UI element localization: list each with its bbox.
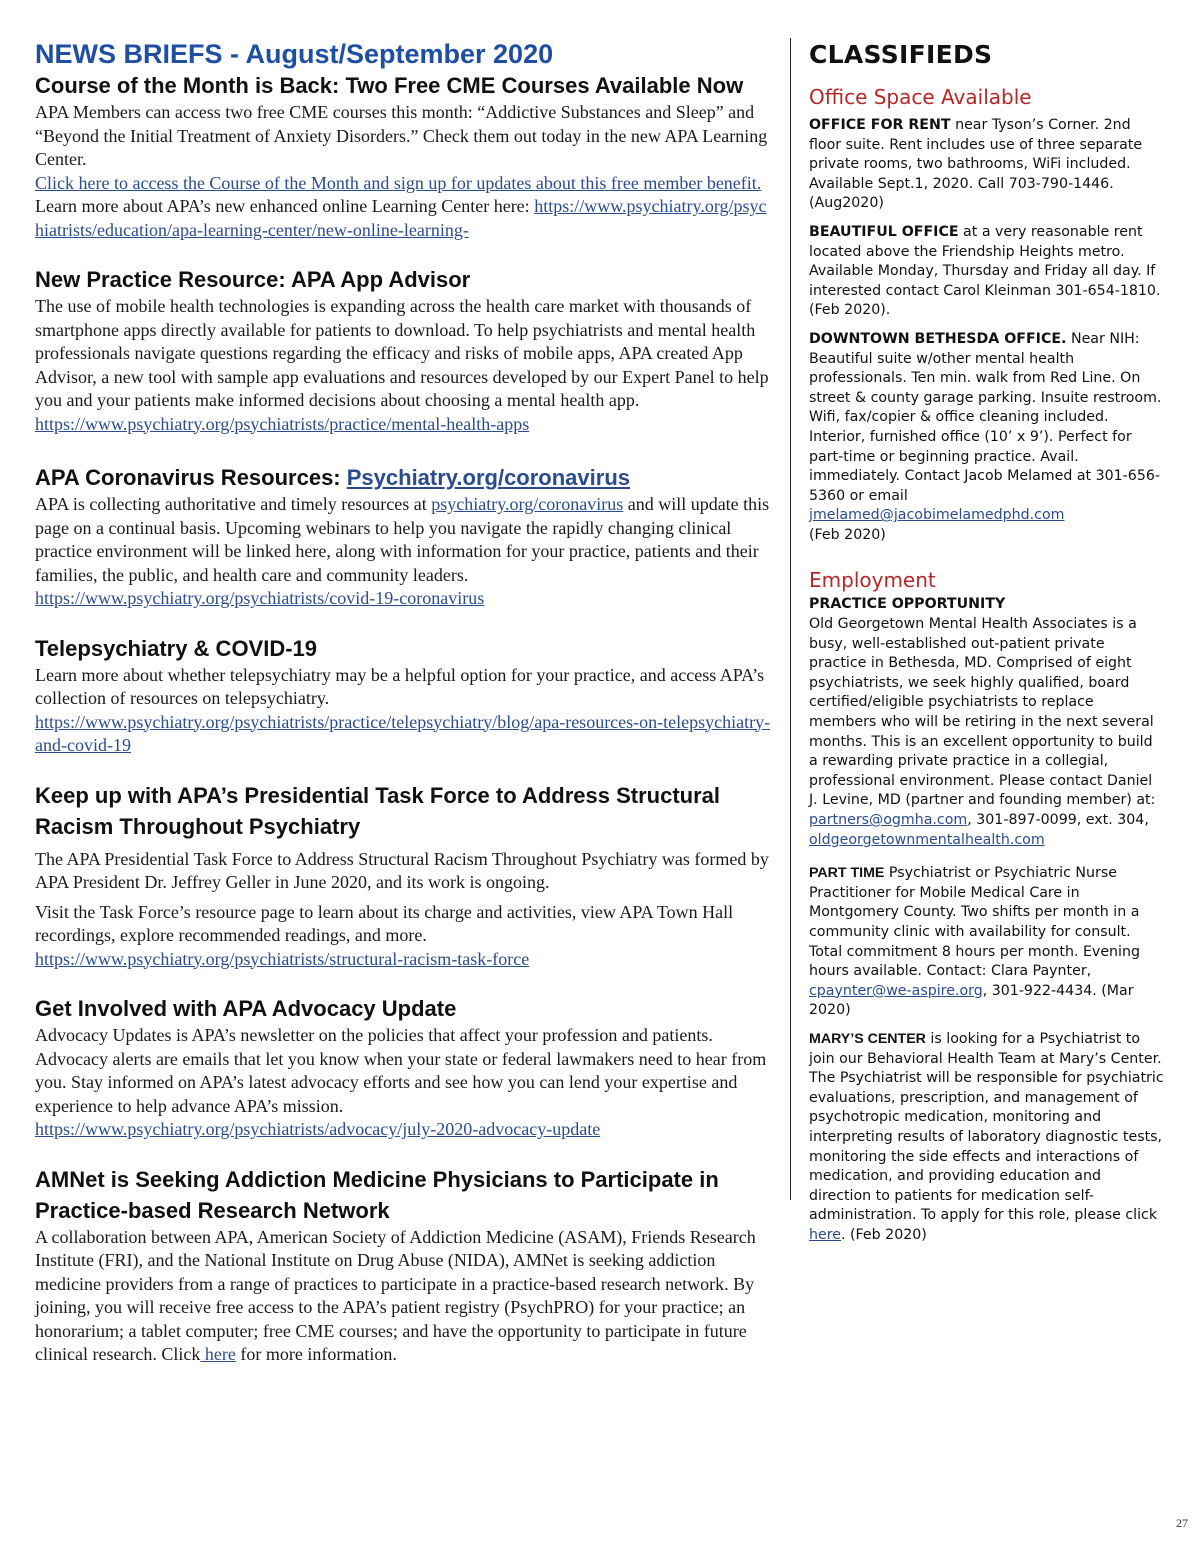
article-body-2: Visit the Task Force’s resource page to learn about its charge and activities, view APA Town Hall recordings, explore recommended readings, and more. [35, 901, 734, 945]
ad-text: near Tyson’s Corner. 2nd floor suite. Rent includes use of three separate private rooms, two bathrooms, WiFi included. Available Sept.1, 2020. Call 703-790-1446. (Aug2020) [809, 117, 1143, 212]
ad-text: Psychiatrist or Psychiatric Nurse Practitioner for Mobile Medical Care in Montgomery County. Two shifts per month in a community clinic with availability for consult. Total commitment 8 hours per month. Evening hours available. Contact: Clara Paynter, [809, 865, 1140, 980]
office-space-heading: Office Space Available [809, 85, 1032, 109]
article-title-text: APA Coronavirus Resources: [35, 465, 347, 490]
article-title [35, 462, 775, 493]
article-title: Keep up with APA’s Presidential Task Force to Address Structural Racism Throughout Psychiatry [35, 782, 721, 839]
app-advisor-link[interactable]: https://www.psychiatry.org/psychiatrists/practice/mental-health-apps [35, 413, 530, 434]
ad-lead: BEAUTIFUL OFFICE [809, 223, 959, 240]
article-body [35, 493, 775, 587]
ad-heading: PRACTICE OPPORTUNITY [809, 596, 1006, 613]
task-force-link[interactable]: https://www.psychiatry.org/psychiatrists/structural-racism-task-force [35, 948, 530, 969]
ad-tail: , 301-922-4434. (Mar 2020) [809, 982, 1134, 1019]
article-body-post: and will update this page on a continual basis. Upcoming webinars to help you navigate the rapidly changing clinical practice environment will be linked here, along with information for your practice, patients and their families, the public, and health care and community leaders. [35, 494, 770, 585]
ad-part-time [809, 864, 1164, 1021]
article-title: AMNet is Seeking Addiction Medicine Physicians to Participate in Practice-based Research Network [35, 1166, 719, 1223]
article-body: The use of mobile health technologies is expanding across the health care market with thousands of smartphone apps directly available for patients to download. To help psychiatrists and mental health professionals navigate questions regarding the efficacy and risks of mobile apps, APA created App Advisor, a new tool with sample app evaluations and resources developed by our Expert Panel to help you and your patients make informed decisions about choosing a mental health app. [35, 296, 769, 410]
article-course-of-month [35, 70, 775, 242]
article-telepsychiatry [35, 633, 775, 758]
website-link[interactable]: oldgeorgetownmentalhealth.com [809, 831, 1045, 848]
telepsychiatry-link[interactable]: https://www.psychiatry.org/psychiatrists/practice/telepsychiatry/blog/apa-resources-on-telepsychiatry-and-covid-19 [35, 711, 771, 755]
news-masthead: NEWS BRIEFS - August/September 2020 [35, 39, 554, 69]
article-title: New Practice Resource: APA App Advisor [35, 267, 471, 292]
course-link[interactable]: Click here to access the Course of the Month and sign up for updates about this free member benefit. [35, 172, 762, 193]
learning-center-link[interactable]: https://www.psychiatry.org/psychiatrists/education/apa-learning-center/new-online-learning- [35, 196, 767, 240]
covid-resources-link[interactable]: https://www.psychiatry.org/psychiatrists/covid-19-coronavirus [35, 588, 485, 608]
article-title: Telepsychiatry & COVID-19 [35, 635, 318, 661]
article-body-post: for more information. [235, 1344, 397, 1364]
ad-tail: (Feb 2020) [809, 526, 886, 543]
ad-text: at a very reasonable rent located above the Friendship Heights metro. Available Monday, Thursday and Friday all day. If interested contact Carol Kleinman 301-654-1810. (Feb 2020). [809, 223, 1161, 319]
ad-practice-opportunity [809, 595, 1164, 850]
article-body-2 [35, 195, 775, 242]
email-link[interactable]: cpaynter@we-aspire.org [809, 982, 983, 999]
article-advocacy [35, 993, 775, 1142]
ad-office-for-rent [809, 116, 1164, 214]
article-amnet [35, 1164, 775, 1367]
news-column [35, 38, 775, 1367]
ad-text: Old Georgetown Mental Health Associates is a busy, well-established out-patient private practice in Bethesda, MD. Comprised of eight psychiatrists, we seek highly qualified, board certified/eligible psychiatrists to replace members who will be retiring in the next several months. This is an excellent opportunity to build a rewarding private practice in a collegial, professional environment. Please contact Daniel J. Levine, MD (partner and founding member) at: [809, 616, 1156, 809]
employment-heading: Employment [809, 568, 936, 593]
page-number: 27 [1176, 1516, 1188, 1530]
coronavirus-inline-link[interactable]: psychiatry.org/coronavirus [431, 494, 624, 514]
column-divider [790, 38, 791, 1200]
classifieds-title: CLASSIFIEDS [809, 40, 993, 69]
ad-beautiful-office [809, 223, 1164, 321]
article-task-force [35, 780, 775, 972]
ad-tail: . (Feb 2020) [840, 1226, 927, 1243]
amnet-here-link[interactable]: here [200, 1344, 236, 1364]
ad-lead: OFFICE FOR RENT [809, 117, 951, 133]
article-title: Get Involved with APA Advocacy Update [35, 996, 457, 1021]
article-body: The APA Presidential Task Force to Address Structural Racism Throughout Psychiatry was formed by APA President Dr. Jeffrey Geller in June 2020, and its work is ongoing. [35, 848, 769, 892]
article-body-2-text: Learn more about APA’s new enhanced online Learning Center here: [35, 196, 535, 216]
apply-here-link[interactable]: here [809, 1226, 841, 1243]
ad-text: is looking for a Psychiatrist to join our Behavioral Health Team at Mary’s Center. The Psychiatrist will be responsible for psychiatric evaluations, prescription, and management of psychotropic medication, monitoring and interpreting results of laboratory diagnostic tests, monitoring the side effects and interactions of medication, and providing education and direction to patients for medication self-administration. To apply for this role, please click [809, 1030, 1164, 1224]
article-body: APA Members can access two free CME courses this month: “Addictive Substances and Sleep” and “Beyond the Initial Treatment of Anxiety Disorders.” Check them out today in the new APA Learning Center. [35, 102, 768, 169]
coronavirus-title-link[interactable]: Psychiatry.org/coronavirus [346, 465, 630, 490]
email-link[interactable]: jmelamed@jacobimelamedphd.com [809, 507, 1065, 524]
article-title: Course of the Month is Back: Two Free CME Courses Available Now [35, 73, 744, 98]
classifieds-column [809, 38, 1164, 1254]
ad-lead: MARY’S CENTER [809, 1030, 926, 1047]
article-body: Learn more about whether telepsychiatry may be a helpful option for your practice, and access APA’s collection of resources on telepsychiatry. [35, 664, 765, 708]
ad-text: Near NIH: Beautiful suite w/other mental health professionals. Ten min. walk from Red Line. On street & county garage parking. Insuite restroom. Wifi, fax/copier & office cleaning included. Interior, furnished office (10’ x 9’). Perfect for part-time or beginning practice. Avail. immediately. Contact Jacob Melamed at 301-656-5360 or email [809, 330, 1162, 504]
article-body-text: A collaboration between APA, American Society of Addiction Medicine (ASAM), Friends Research Institute (FRI), and the National Institute on Drug Abuse (NIDA), AMNet is seeking addiction medicine providers from a range of practices to participate in a practice-based research network. By joining, you will receive free access to the APA’s patient registry (PsychPRO) for your practice; an honorarium; a tablet computer; free CME courses; and have the opportunity to participate in future clinical research. Click [35, 1226, 756, 1364]
ad-lead: DOWNTOWN BETHESDA OFFICE. [809, 330, 1067, 347]
ad-marys-center [809, 1030, 1164, 1246]
email-link[interactable]: partners@ogmha.com [809, 812, 968, 828]
article-body-pre: APA is collecting authoritative and timely resources at [35, 494, 432, 514]
article-body: Advocacy Updates is APA’s newsletter on the policies that affect your profession and patients. Advocacy alerts are emails that let you know when your state or federal lawmakers need to hear from you. Stay informed on APA’s latest advocacy efforts and see how you can lend your expertise and experience to help advance APA’s mission. [35, 1025, 767, 1116]
advocacy-link[interactable]: https://www.psychiatry.org/psychiatrists/advocacy/july-2020-advocacy-update [35, 1119, 601, 1139]
ad-mid: , 301-897-0099, ext. 304, [967, 812, 1149, 828]
article-coronavirus [35, 462, 775, 611]
ad-bethesda-office [809, 330, 1164, 546]
ad-lead: PART TIME [809, 865, 885, 882]
article-body [35, 1226, 775, 1367]
article-app-advisor [35, 264, 775, 436]
